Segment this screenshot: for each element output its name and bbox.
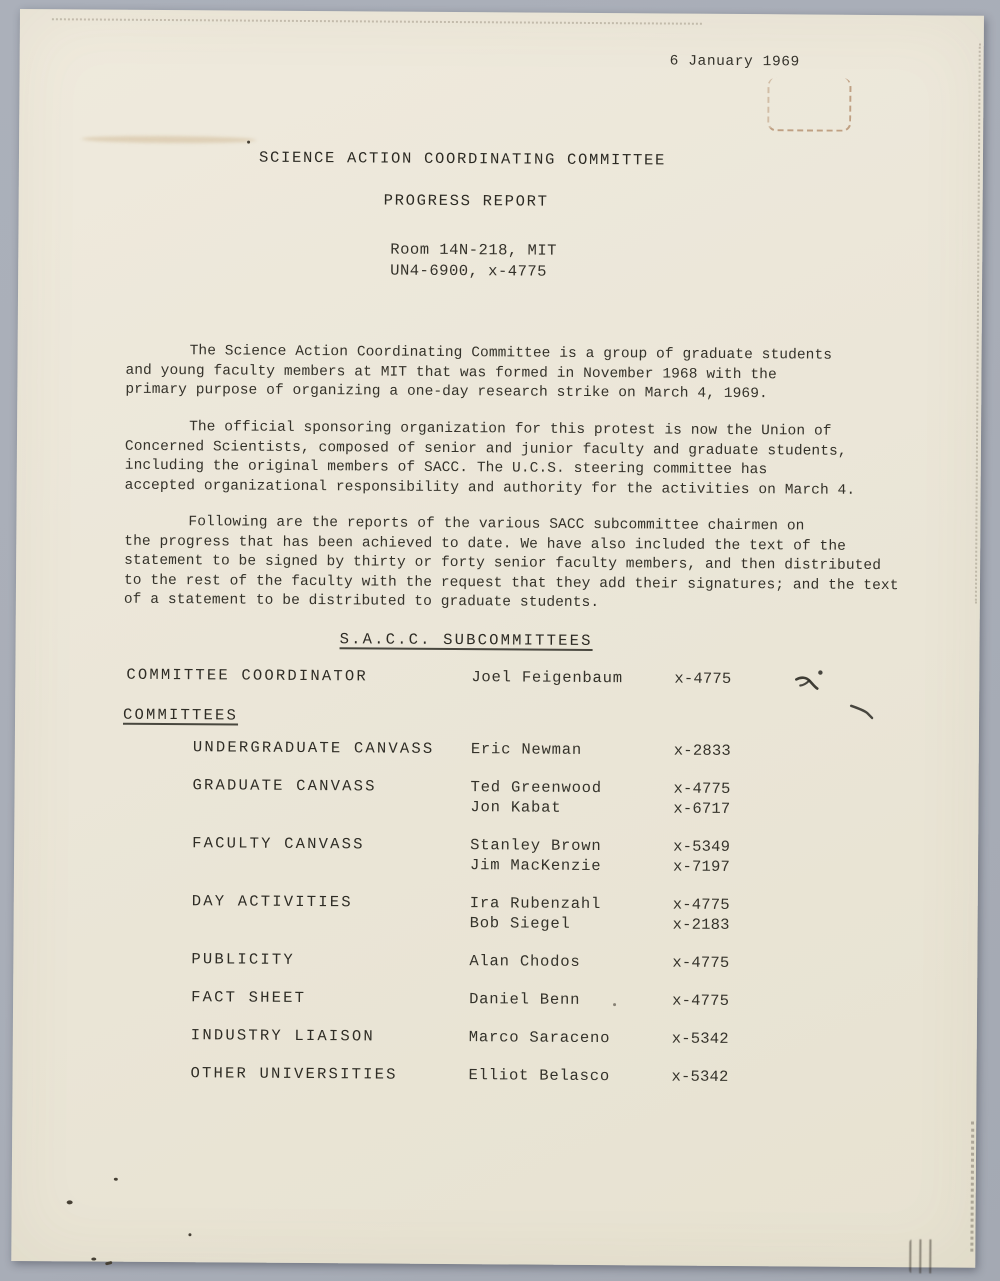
committee-row bbox=[121, 949, 951, 975]
committee-label: GRADUATE CANVASS bbox=[192, 776, 377, 796]
committee-row bbox=[121, 1063, 951, 1089]
member-extension: x-4775 bbox=[674, 669, 732, 688]
member-extension: x-4775 bbox=[673, 779, 731, 798]
member-extension: x-7197 bbox=[672, 857, 731, 876]
committee-label: OTHER UNIVERSITIES bbox=[190, 1064, 398, 1084]
page-edge-artifact bbox=[975, 44, 981, 604]
member-extension: x-5342 bbox=[671, 1067, 729, 1086]
paper-speck bbox=[91, 1258, 96, 1261]
member-extension: x-4775 bbox=[672, 991, 730, 1010]
address-line-room: Room 14N-218, MIT bbox=[390, 240, 558, 260]
document-subtitle: PROGRESS REPORT bbox=[383, 191, 549, 211]
member-extension: x-5342 bbox=[671, 1029, 729, 1048]
committee-label: FACT SHEET bbox=[191, 988, 307, 1008]
paper-speck bbox=[188, 1233, 191, 1236]
committee-row bbox=[122, 833, 952, 879]
member-name: Eric Newman bbox=[470, 740, 583, 759]
paper-speck bbox=[105, 1261, 113, 1266]
paper-speck bbox=[114, 1178, 118, 1181]
stamp-outline bbox=[767, 77, 851, 132]
member-name: Jon Kabat bbox=[470, 798, 562, 817]
paper-speck bbox=[67, 1200, 73, 1204]
document-title: SCIENCE ACTION COORDINATING COMMITTEE bbox=[258, 148, 667, 170]
document-page bbox=[11, 9, 984, 1268]
address-block bbox=[390, 240, 557, 283]
committee-row bbox=[123, 737, 953, 763]
member-extension: x-2183 bbox=[672, 915, 730, 934]
committee-row bbox=[122, 891, 952, 937]
committee-label: FACULTY CANVASS bbox=[192, 834, 365, 854]
member-extension: x-4775 bbox=[672, 895, 730, 914]
paper-stain bbox=[81, 135, 256, 143]
member-extension: x-4775 bbox=[672, 953, 730, 972]
member-name: Bob Siegel bbox=[469, 914, 571, 933]
committee-row bbox=[122, 775, 952, 821]
committee-row bbox=[121, 987, 951, 1013]
committee-label: UNDERGRADUATE CANVASS bbox=[192, 738, 435, 758]
committee-label: INDUSTRY LIAISON bbox=[190, 1026, 375, 1046]
section-heading: S.A.C.C. SUBCOMMITTEES bbox=[339, 630, 593, 651]
paragraph-reports: Following are the reports of the various SACC subcommittee chairmen on the progress that has been achieved to date. We have also included the text of the statement to be signed by thirty or forty senior faculty members, and then distributed to the rest of the faculty with the request that they add their signatures; and the text of a statement to be distributed to graduate students. bbox=[123, 514, 899, 612]
member-name: Elliot Belasco bbox=[468, 1066, 611, 1086]
member-name: Ted Greenwood bbox=[470, 778, 602, 798]
member-name: Jim MacKenzie bbox=[469, 856, 602, 876]
paper-smudge bbox=[909, 1239, 937, 1273]
member-name: Ira Rubenzahl bbox=[469, 894, 602, 914]
member-name: Joel Feigenbaum bbox=[471, 668, 623, 688]
committee-label: COMMITTEE COORDINATOR bbox=[126, 665, 368, 686]
committees-heading: COMMITTEES bbox=[123, 705, 239, 725]
committee-label: DAY ACTIVITIES bbox=[191, 892, 353, 912]
document-date: 6 January 1969 bbox=[669, 53, 800, 71]
member-name: Alan Chodos bbox=[469, 952, 581, 971]
paragraph-sponsor: The official sponsoring organization for this protest is now the Union of Concerned Scientists, composed of senior and junior faculty and graduate students, including the original members of SACC. The U.C.S. steering committee has accepted organizational responsibility and authority for the activities on March 4. bbox=[124, 419, 856, 499]
member-extension: x-6717 bbox=[673, 799, 731, 818]
paper-speck bbox=[247, 141, 250, 144]
ink-mark bbox=[793, 666, 829, 694]
committee-label: PUBLICITY bbox=[191, 950, 295, 969]
member-name: Marco Saraceno bbox=[468, 1028, 611, 1048]
member-extension: x-5349 bbox=[673, 837, 731, 856]
page-edge-artifact bbox=[52, 18, 702, 25]
ink-mark bbox=[848, 701, 876, 721]
paragraph-intro: The Science Action Coordinating Committee is a group of graduate students and young faculty members at MIT that was formed in November 1968 with the primary purpose of organizing a one-day research strike on March 4, 1969. bbox=[125, 343, 833, 403]
paper-speck bbox=[613, 1003, 616, 1006]
member-name: Daniel Benn bbox=[469, 990, 581, 1009]
subcommittee-listing bbox=[120, 628, 953, 1107]
committee-row bbox=[121, 1025, 951, 1051]
member-extension: x-2833 bbox=[673, 741, 731, 760]
address-line-phone: UN4-6900, x-4775 bbox=[390, 261, 548, 281]
member-name: Stanley Brown bbox=[470, 836, 602, 856]
page-edge-artifact bbox=[970, 1122, 974, 1252]
